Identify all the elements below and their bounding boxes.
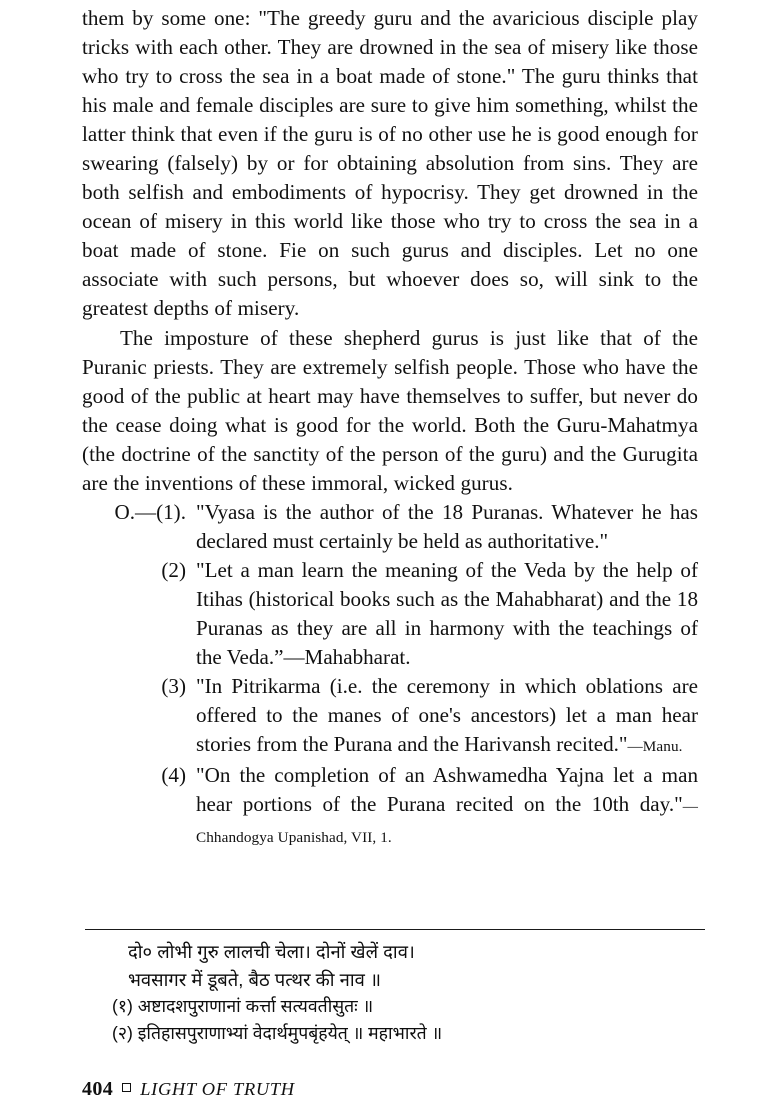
quotation-marker: (3) — [161, 674, 186, 699]
footnote-line: (१) अष्टादशपुराणानां कर्त्ता सत्यवतीसुतः ॥ — [112, 996, 374, 1016]
quotation-text: "Let a man learn the meaning of the Veda by the help of Itihas (historical books such as the Mahabharat) and the 18 Puranas as they are all in harmony with the teachings of the Veda.”—Mahabharat. — [196, 557, 698, 670]
quotation-item — [82, 761, 698, 852]
text-column — [82, 4, 698, 852]
quotation-item — [82, 556, 698, 672]
footnote-separator-rule — [85, 929, 705, 930]
quotation-list — [82, 498, 698, 853]
quotation-attribution: —Chhandogya Upanishad, VII, 1. — [196, 798, 698, 847]
quotation-item — [82, 672, 698, 761]
quotation-attribution: —Manu. — [627, 738, 683, 756]
quotation-item — [82, 498, 698, 556]
page-footer — [82, 1078, 295, 1101]
footnote-line: (२) इतिहासपुराणाभ्यां वेदार्थमुपबृंहयेत् ॥ महाभारते ॥ — [112, 1022, 443, 1043]
book-title: LIGHT OF TRUTH — [140, 1079, 295, 1099]
quotation-text: "Vyasa is the author of the 18 Puranas. Whatever he has declared must certainly be held as authoritative." — [196, 499, 698, 553]
quotation-marker: (2) — [161, 557, 186, 582]
footnote-block — [82, 938, 722, 1046]
quotation-marker: O.—(1). — [114, 499, 186, 524]
quotation-marker: (4) — [161, 763, 186, 788]
paragraph-2: The imposture of these shepherd gurus is just like that of the Puranic priests. They are extremely selfish people. Those who have the good of the public at heart may have themselves to suffer, but never do the cease doing what is good for the world. Both the Guru-Mahatmya (the doctrine of the sanctity of the person of the guru) and the Gurugita are the inventions of these immoral, wicked gurus. — [82, 325, 698, 495]
page-number: 404 — [82, 1078, 114, 1100]
footnote-line: भवसागर में डूबते, बैठ पत्थर की नाव ॥ — [128, 968, 381, 990]
paragraph-1: them by some one: "The greedy guru and the avaricious disciple play tricks with each other. They are drowned in the sea of misery like those who try to cross the sea in a boat made of stone." The guru thinks that his male and female disciples are sure to give him something, whilst the latter think that even if the guru is of no other use he is good enough for swearing (falsely) by or for obtaining absolution from sins. They are both selfish and embodiments of hypocrisy. They get drowned in the ocean of misery in this world like those who try to cross the sea in a boat made of stone. Fie on such gurus and disciples. Let no one associate with such persons, but whoever does so, will sink to the greatest depths of misery. — [82, 6, 698, 321]
footnote-line: दो० लोभी गुरु लालची चेला। दोनों खेलें दाव। — [128, 941, 415, 962]
hollow-square-icon — [122, 1083, 131, 1092]
quotation-text: "In Pitrikarma (i.e. the ceremony in which oblations are offered to the manes of one's ancestors) let a man hear stories from the Purana and the Harivansh recited." — [196, 674, 698, 757]
quotation-text: "On the completion of an Ashwamedha Yajna let a man hear portions of the Purana recited on the 10th day." — [196, 763, 698, 817]
